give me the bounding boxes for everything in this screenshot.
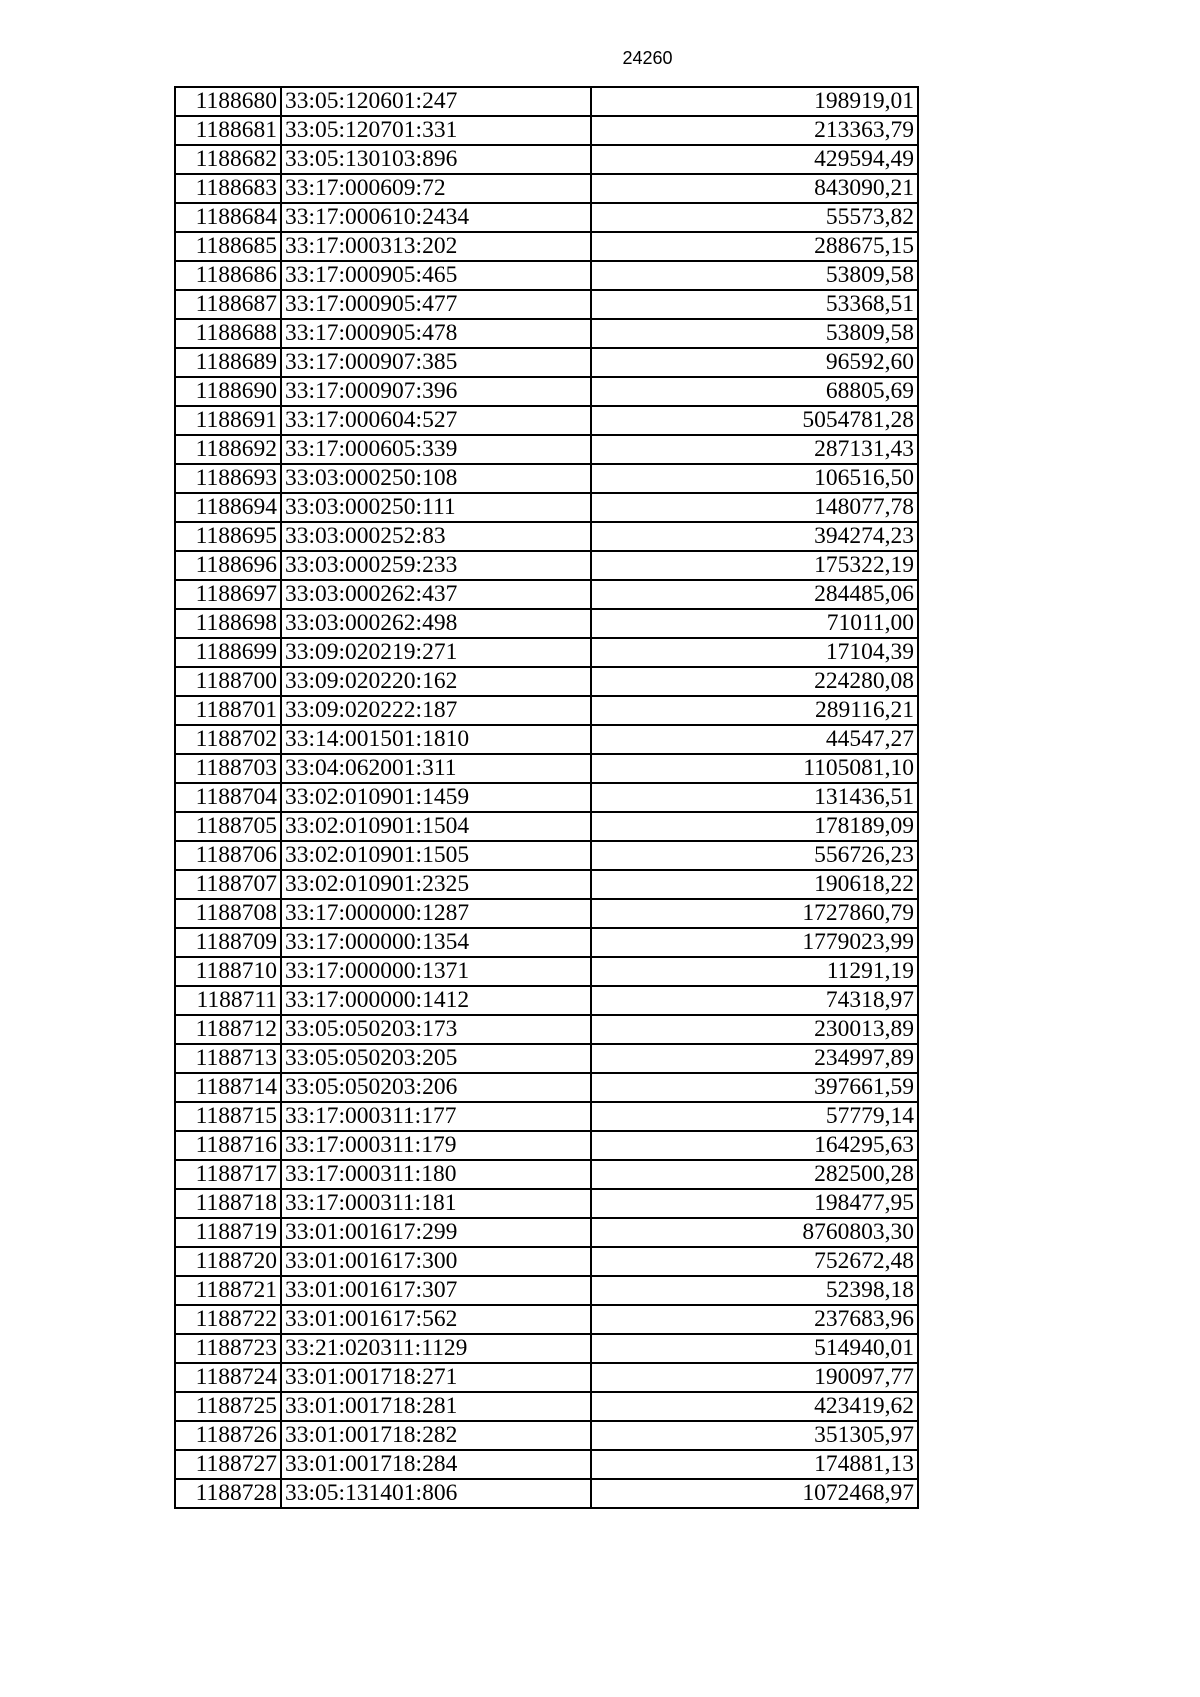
row-id-cell: 1188694 <box>175 493 281 522</box>
table-row <box>175 464 918 493</box>
cadastral-number-cell: 33:02:010901:1504 <box>281 812 591 841</box>
row-id-cell: 1188703 <box>175 754 281 783</box>
value-cell: 106516,50 <box>591 464 918 493</box>
value-cell: 55573,82 <box>591 203 918 232</box>
row-id-cell: 1188687 <box>175 290 281 319</box>
row-id-cell: 1188718 <box>175 1189 281 1218</box>
row-id-cell: 1188721 <box>175 1276 281 1305</box>
cadastral-number-cell: 33:05:120601:247 <box>281 87 591 116</box>
cadastral-number-cell: 33:05:120701:331 <box>281 116 591 145</box>
table-row <box>175 87 918 116</box>
table-row <box>175 116 918 145</box>
table-row <box>175 986 918 1015</box>
cadastral-number-cell: 33:17:000311:181 <box>281 1189 591 1218</box>
table-row <box>175 1160 918 1189</box>
value-cell: 57779,14 <box>591 1102 918 1131</box>
row-id-cell: 1188701 <box>175 696 281 725</box>
value-cell: 131436,51 <box>591 783 918 812</box>
value-cell: 190618,22 <box>591 870 918 899</box>
row-id-cell: 1188685 <box>175 232 281 261</box>
value-cell: 843090,21 <box>591 174 918 203</box>
cadastral-number-cell: 33:09:020220:162 <box>281 667 591 696</box>
cadastral-number-cell: 33:01:001718:284 <box>281 1450 591 1479</box>
table-row <box>175 696 918 725</box>
value-cell: 429594,49 <box>591 145 918 174</box>
row-id-cell: 1188712 <box>175 1015 281 1044</box>
table-row <box>175 609 918 638</box>
cadastral-number-cell: 33:17:000605:339 <box>281 435 591 464</box>
table-row <box>175 1131 918 1160</box>
value-cell: 44547,27 <box>591 725 918 754</box>
row-id-cell: 1188728 <box>175 1479 281 1508</box>
cadastral-number-cell: 33:17:000311:180 <box>281 1160 591 1189</box>
table-row <box>175 1479 918 1508</box>
value-cell: 53809,58 <box>591 319 918 348</box>
row-id-cell: 1188684 <box>175 203 281 232</box>
value-cell: 71011,00 <box>591 609 918 638</box>
value-cell: 198919,01 <box>591 87 918 116</box>
value-cell: 68805,69 <box>591 377 918 406</box>
table-row <box>175 638 918 667</box>
value-cell: 752672,48 <box>591 1247 918 1276</box>
table-row <box>175 290 918 319</box>
row-id-cell: 1188714 <box>175 1073 281 1102</box>
table-row <box>175 1392 918 1421</box>
row-id-cell: 1188696 <box>175 551 281 580</box>
row-id-cell: 1188713 <box>175 1044 281 1073</box>
data-table <box>174 86 919 1509</box>
value-cell: 351305,97 <box>591 1421 918 1450</box>
row-id-cell: 1188693 <box>175 464 281 493</box>
table-row <box>175 203 918 232</box>
row-id-cell: 1188709 <box>175 928 281 957</box>
cadastral-number-cell: 33:21:020311:1129 <box>281 1334 591 1363</box>
cadastral-number-cell: 33:17:000313:202 <box>281 232 591 261</box>
table-row <box>175 174 918 203</box>
table-row <box>175 667 918 696</box>
table-row <box>175 232 918 261</box>
cadastral-number-cell: 33:17:000000:1354 <box>281 928 591 957</box>
row-id-cell: 1188717 <box>175 1160 281 1189</box>
cadastral-number-cell: 33:01:001617:307 <box>281 1276 591 1305</box>
value-cell: 164295,63 <box>591 1131 918 1160</box>
row-id-cell: 1188719 <box>175 1218 281 1247</box>
cadastral-number-cell: 33:17:000609:72 <box>281 174 591 203</box>
table-row <box>175 348 918 377</box>
cadastral-number-cell: 33:17:000907:385 <box>281 348 591 377</box>
value-cell: 282500,28 <box>591 1160 918 1189</box>
table-row <box>175 870 918 899</box>
value-cell: 1727860,79 <box>591 899 918 928</box>
row-id-cell: 1188695 <box>175 522 281 551</box>
table-row <box>175 1305 918 1334</box>
cadastral-number-cell: 33:17:000604:527 <box>281 406 591 435</box>
table-row <box>175 1218 918 1247</box>
table-row <box>175 493 918 522</box>
table-row <box>175 1363 918 1392</box>
cadastral-number-cell: 33:17:000311:177 <box>281 1102 591 1131</box>
table-row <box>175 319 918 348</box>
cadastral-number-cell: 33:02:010901:1505 <box>281 841 591 870</box>
cadastral-number-cell: 33:17:000000:1287 <box>281 899 591 928</box>
value-cell: 514940,01 <box>591 1334 918 1363</box>
table-row <box>175 1102 918 1131</box>
cadastral-number-cell: 33:17:000000:1371 <box>281 957 591 986</box>
value-cell: 1105081,10 <box>591 754 918 783</box>
cadastral-number-cell: 33:03:000252:83 <box>281 522 591 551</box>
row-id-cell: 1188710 <box>175 957 281 986</box>
row-id-cell: 1188715 <box>175 1102 281 1131</box>
table-row <box>175 551 918 580</box>
cadastral-number-cell: 33:02:010901:2325 <box>281 870 591 899</box>
value-cell: 53809,58 <box>591 261 918 290</box>
table-row <box>175 1189 918 1218</box>
row-id-cell: 1188688 <box>175 319 281 348</box>
cadastral-number-cell: 33:04:062001:311 <box>281 754 591 783</box>
cadastral-number-cell: 33:05:050203:206 <box>281 1073 591 1102</box>
value-cell: 287131,43 <box>591 435 918 464</box>
row-id-cell: 1188716 <box>175 1131 281 1160</box>
row-id-cell: 1188727 <box>175 1450 281 1479</box>
row-id-cell: 1188707 <box>175 870 281 899</box>
value-cell: 52398,18 <box>591 1276 918 1305</box>
value-cell: 1779023,99 <box>591 928 918 957</box>
table-row <box>175 725 918 754</box>
table-row <box>175 1044 918 1073</box>
table-row <box>175 1334 918 1363</box>
value-cell: 198477,95 <box>591 1189 918 1218</box>
cadastral-number-cell: 33:03:000250:108 <box>281 464 591 493</box>
cadastral-number-cell: 33:05:050203:173 <box>281 1015 591 1044</box>
table-row <box>175 580 918 609</box>
cadastral-number-cell: 33:01:001617:299 <box>281 1218 591 1247</box>
cadastral-number-cell: 33:17:000000:1412 <box>281 986 591 1015</box>
cadastral-number-cell: 33:03:000250:111 <box>281 493 591 522</box>
cadastral-number-cell: 33:17:000905:477 <box>281 290 591 319</box>
table-row <box>175 435 918 464</box>
value-cell: 96592,60 <box>591 348 918 377</box>
cadastral-number-cell: 33:05:131401:806 <box>281 1479 591 1508</box>
cadastral-number-cell: 33:14:001501:1810 <box>281 725 591 754</box>
table-row <box>175 1073 918 1102</box>
row-id-cell: 1188725 <box>175 1392 281 1421</box>
cadastral-number-cell: 33:09:020222:187 <box>281 696 591 725</box>
value-cell: 17104,39 <box>591 638 918 667</box>
row-id-cell: 1188705 <box>175 812 281 841</box>
page-number: 24260 <box>622 48 673 68</box>
table-row <box>175 841 918 870</box>
row-id-cell: 1188706 <box>175 841 281 870</box>
row-id-cell: 1188704 <box>175 783 281 812</box>
row-id-cell: 1188699 <box>175 638 281 667</box>
cadastral-number-cell: 33:17:000905:478 <box>281 319 591 348</box>
value-cell: 234997,89 <box>591 1044 918 1073</box>
cadastral-number-cell: 33:17:000311:179 <box>281 1131 591 1160</box>
value-cell: 230013,89 <box>591 1015 918 1044</box>
table-row <box>175 928 918 957</box>
value-cell: 174881,13 <box>591 1450 918 1479</box>
value-cell: 178189,09 <box>591 812 918 841</box>
value-cell: 74318,97 <box>591 986 918 1015</box>
value-cell: 190097,77 <box>591 1363 918 1392</box>
row-id-cell: 1188720 <box>175 1247 281 1276</box>
cadastral-number-cell: 33:05:130103:896 <box>281 145 591 174</box>
cadastral-number-cell: 33:01:001718:282 <box>281 1421 591 1450</box>
cadastral-number-cell: 33:02:010901:1459 <box>281 783 591 812</box>
value-cell: 224280,08 <box>591 667 918 696</box>
table-row <box>175 377 918 406</box>
table-row <box>175 812 918 841</box>
value-cell: 11291,19 <box>591 957 918 986</box>
cadastral-number-cell: 33:03:000262:437 <box>281 580 591 609</box>
value-cell: 284485,06 <box>591 580 918 609</box>
table-row <box>175 522 918 551</box>
row-id-cell: 1188689 <box>175 348 281 377</box>
cadastral-number-cell: 33:03:000259:233 <box>281 551 591 580</box>
row-id-cell: 1188682 <box>175 145 281 174</box>
value-cell: 8760803,30 <box>591 1218 918 1247</box>
cadastral-number-cell: 33:05:050203:205 <box>281 1044 591 1073</box>
table-row <box>175 1015 918 1044</box>
value-cell: 289116,21 <box>591 696 918 725</box>
table-body <box>175 87 918 1508</box>
cadastral-number-cell: 33:17:000905:465 <box>281 261 591 290</box>
row-id-cell: 1188691 <box>175 406 281 435</box>
table-row <box>175 1276 918 1305</box>
cadastral-number-cell: 33:09:020219:271 <box>281 638 591 667</box>
value-cell: 394274,23 <box>591 522 918 551</box>
table-row <box>175 1450 918 1479</box>
row-id-cell: 1188697 <box>175 580 281 609</box>
row-id-cell: 1188683 <box>175 174 281 203</box>
value-cell: 1072468,97 <box>591 1479 918 1508</box>
row-id-cell: 1188724 <box>175 1363 281 1392</box>
cadastral-number-cell: 33:03:000262:498 <box>281 609 591 638</box>
table-row <box>175 145 918 174</box>
table-row <box>175 406 918 435</box>
row-id-cell: 1188700 <box>175 667 281 696</box>
cadastral-number-cell: 33:17:000610:2434 <box>281 203 591 232</box>
value-cell: 397661,59 <box>591 1073 918 1102</box>
cadastral-number-cell: 33:01:001617:562 <box>281 1305 591 1334</box>
table-row <box>175 783 918 812</box>
row-id-cell: 1188708 <box>175 899 281 928</box>
value-cell: 237683,96 <box>591 1305 918 1334</box>
cadastral-number-cell: 33:17:000907:396 <box>281 377 591 406</box>
cadastral-number-cell: 33:01:001718:271 <box>281 1363 591 1392</box>
row-id-cell: 1188722 <box>175 1305 281 1334</box>
row-id-cell: 1188690 <box>175 377 281 406</box>
row-id-cell: 1188702 <box>175 725 281 754</box>
row-id-cell: 1188711 <box>175 986 281 1015</box>
row-id-cell: 1188686 <box>175 261 281 290</box>
value-cell: 5054781,28 <box>591 406 918 435</box>
table-row <box>175 899 918 928</box>
row-id-cell: 1188692 <box>175 435 281 464</box>
table-row <box>175 957 918 986</box>
value-cell: 175322,19 <box>591 551 918 580</box>
value-cell: 423419,62 <box>591 1392 918 1421</box>
table-row <box>175 754 918 783</box>
value-cell: 556726,23 <box>591 841 918 870</box>
table-row <box>175 1247 918 1276</box>
table-row <box>175 1421 918 1450</box>
value-cell: 288675,15 <box>591 232 918 261</box>
value-cell: 53368,51 <box>591 290 918 319</box>
row-id-cell: 1188681 <box>175 116 281 145</box>
value-cell: 148077,78 <box>591 493 918 522</box>
row-id-cell: 1188680 <box>175 87 281 116</box>
row-id-cell: 1188723 <box>175 1334 281 1363</box>
value-cell: 213363,79 <box>591 116 918 145</box>
row-id-cell: 1188726 <box>175 1421 281 1450</box>
cadastral-number-cell: 33:01:001617:300 <box>281 1247 591 1276</box>
cadastral-number-cell: 33:01:001718:281 <box>281 1392 591 1421</box>
table-row <box>175 261 918 290</box>
row-id-cell: 1188698 <box>175 609 281 638</box>
